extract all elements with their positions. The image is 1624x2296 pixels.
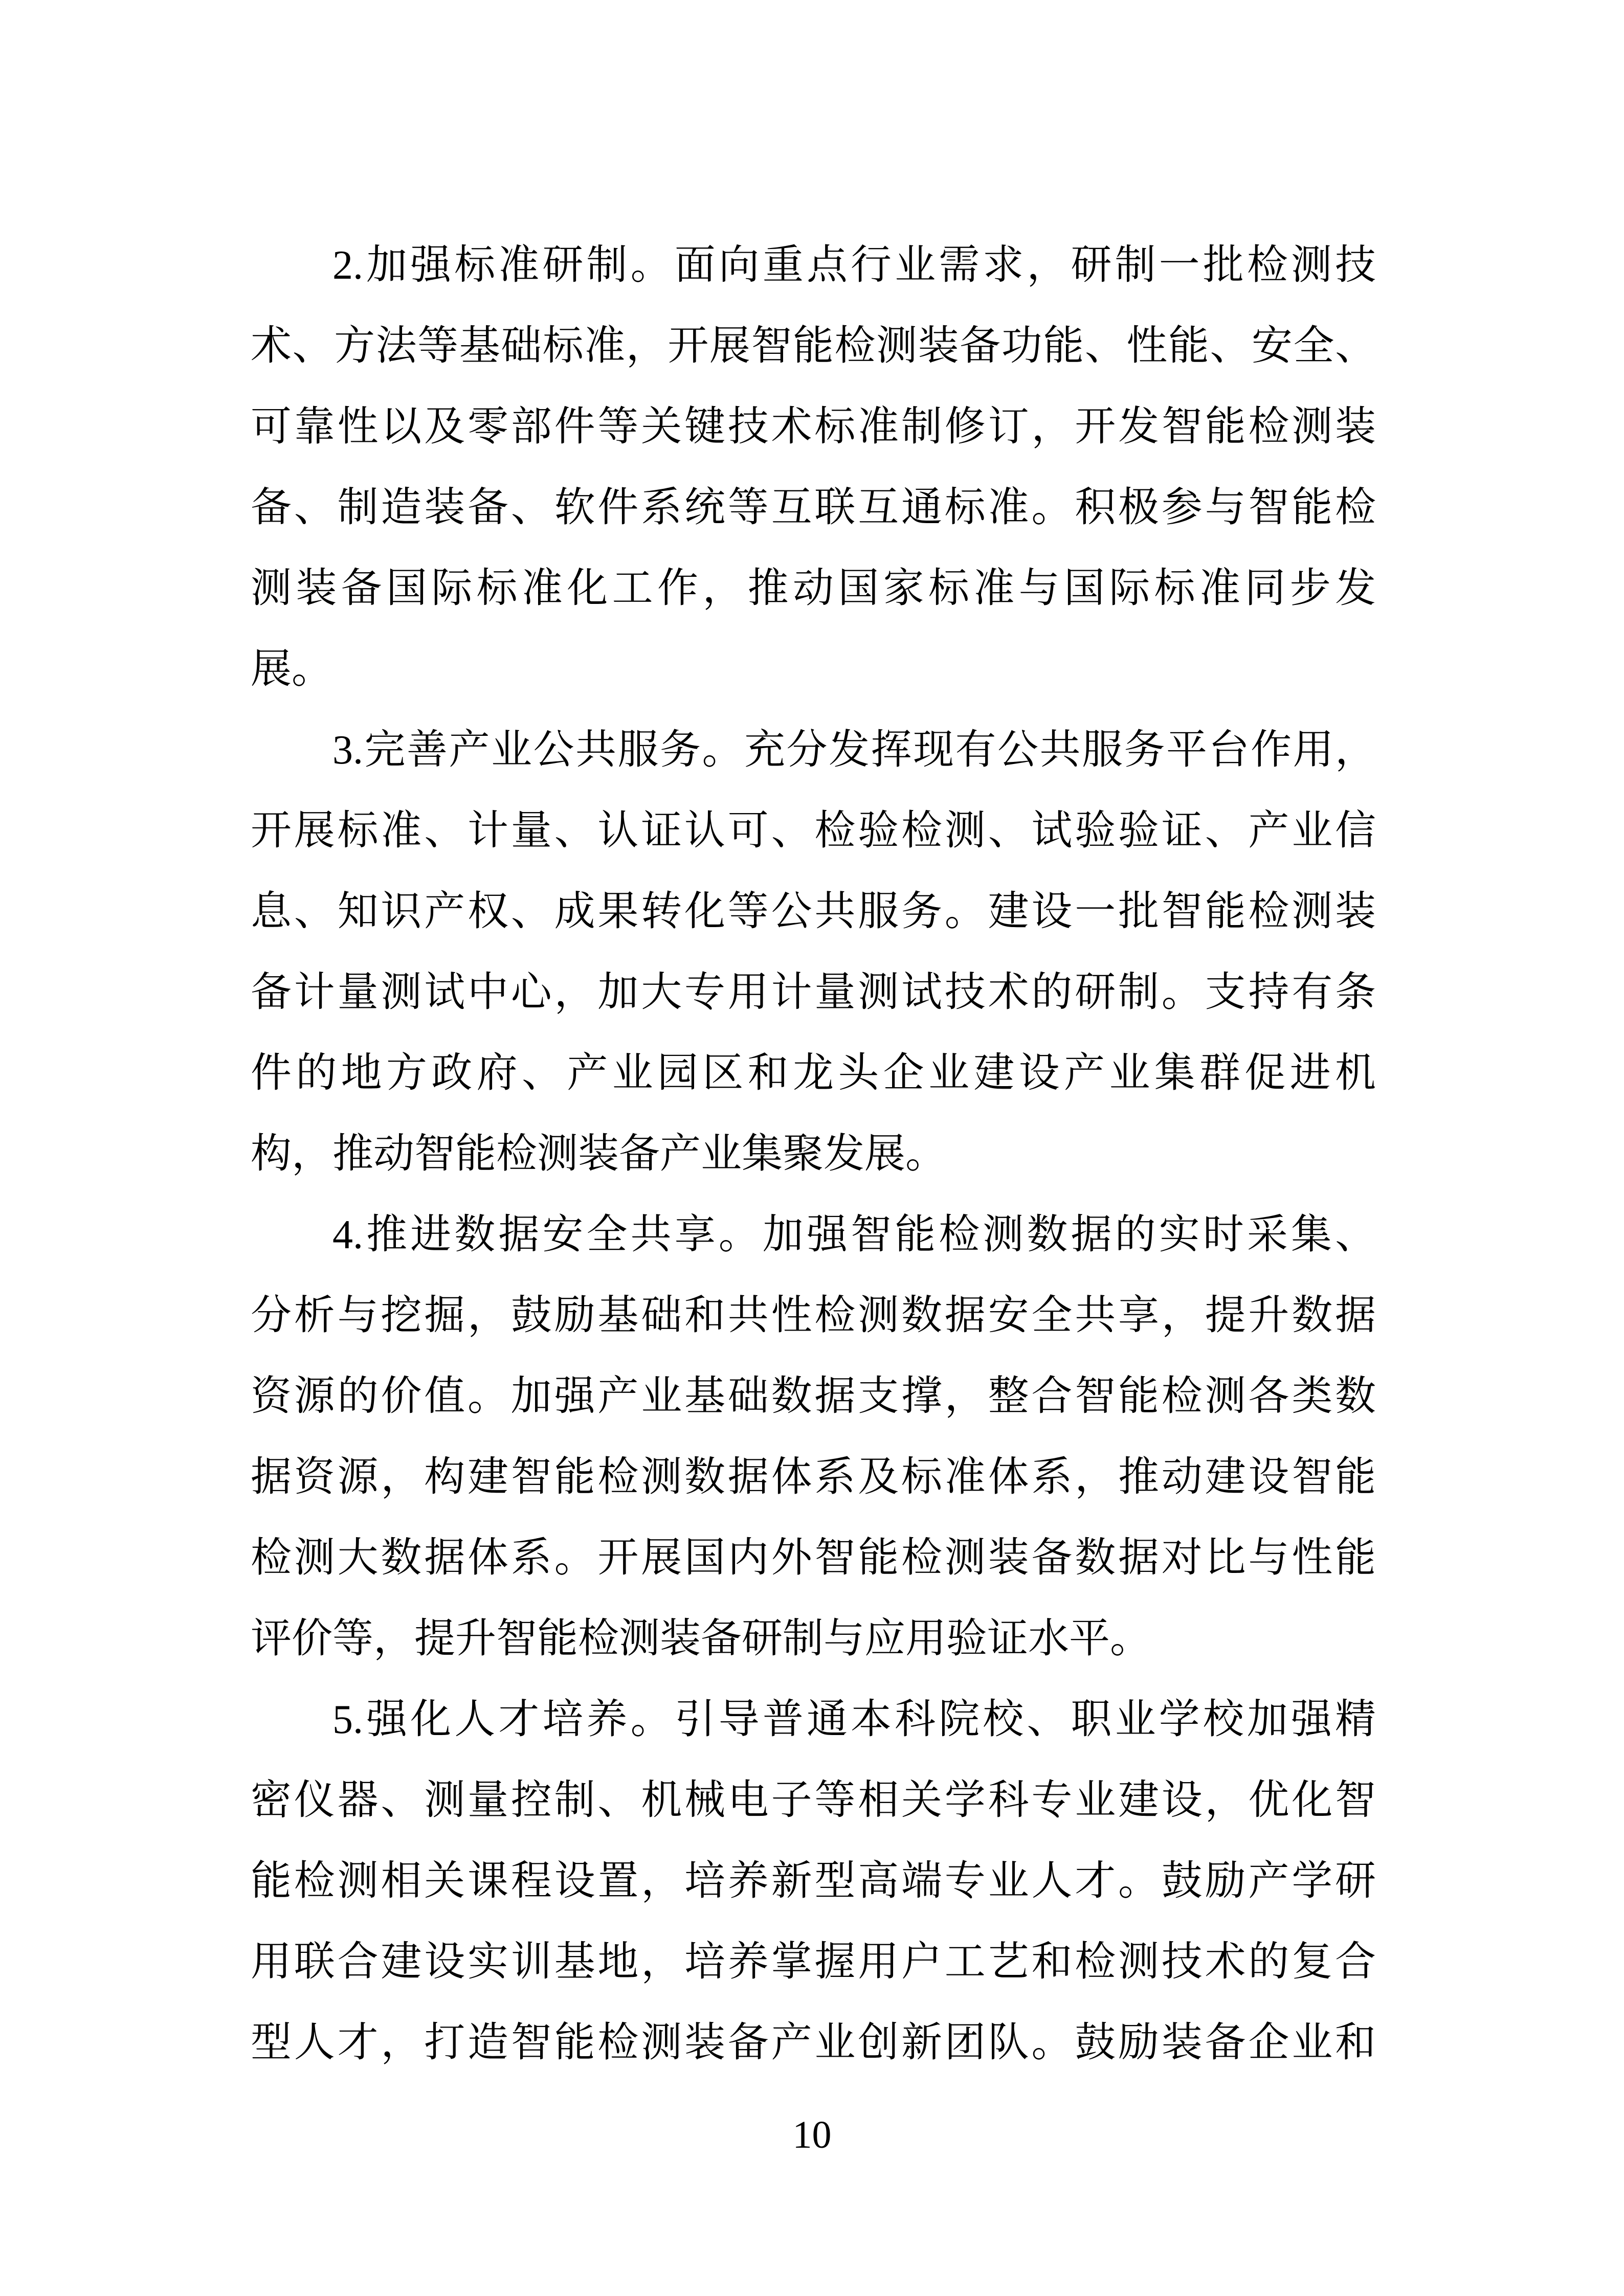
- text-line: 检测大数据体系。开展国内外智能检测装备数据对比与性能: [251, 1536, 1376, 1581]
- text-line: 备、制造装备、软件系统等互联互通标准。积极参与智能检: [251, 485, 1376, 530]
- text-line: 型人才，打造智能检测装备产业创新团队。鼓励装备企业和: [251, 2020, 1376, 2065]
- text-line: 分析与挖掘，鼓励基础和共性检测数据安全共享，提升数据: [251, 1293, 1376, 1338]
- text-line: 评价等，提升智能检测装备研制与应用验证水平。: [251, 1616, 1151, 1661]
- text-line: 密仪器、测量控制、机械电子等相关学科专业建设，优化智: [251, 1778, 1376, 1823]
- text-line: 备计量测试中心，加大专用计量测试技术的研制。支持有条: [251, 970, 1376, 1015]
- text-line: 构，推动智能检测装备产业集聚发展。: [251, 1132, 946, 1177]
- text-line: 术、方法等基础标准，开展智能检测装备功能、性能、安全、: [251, 324, 1376, 369]
- text-line: 息、知识产权、成果转化等公共服务。建设一批智能检测装: [251, 889, 1376, 934]
- text-line: 3.完善产业公共服务。充分发挥现有公共服务平台作用，: [332, 728, 1376, 773]
- text-line: 据资源，构建智能检测数据体系及标准体系，推动建设智能: [251, 1455, 1376, 1500]
- body-text-block: [251, 225, 1376, 2083]
- text-line: 可靠性以及零部件等关键技术标准制修订，开发智能检测装: [251, 404, 1376, 449]
- text-line: 能检测相关课程设置，培养新型高端专业人才。鼓励产学研: [251, 1859, 1376, 1904]
- text-line: 4.推进数据安全共享。加强智能检测数据的实时采集、: [332, 1212, 1376, 1257]
- page-number: 10: [792, 2113, 832, 2156]
- text-line: 展。: [251, 647, 332, 692]
- text-line: 资源的价值。加强产业基础数据支撑，整合智能检测各类数: [251, 1374, 1376, 1419]
- text-line: 5.强化人才培养。引导普通本科院校、职业学校加强精: [332, 1697, 1376, 1742]
- text-line: 测装备国际标准化工作，推动国家标准与国际标准同步发: [251, 566, 1376, 611]
- text-line: 2.加强标准研制。面向重点行业需求，研制一批检测技: [332, 243, 1376, 288]
- text-line: 件的地方政府、产业园区和龙头企业建设产业集群促进机: [251, 1051, 1376, 1096]
- text-line: 用联合建设实训基地，培养掌握用户工艺和检测技术的复合: [251, 1940, 1376, 1985]
- text-line: 开展标准、计量、认证认可、检验检测、试验验证、产业信: [251, 808, 1376, 853]
